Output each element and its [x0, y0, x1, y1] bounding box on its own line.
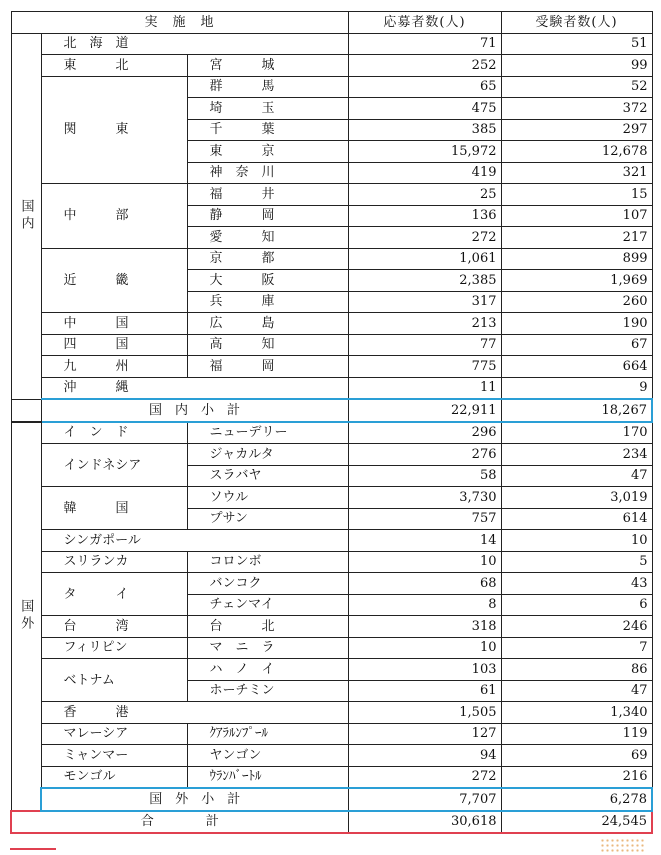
region-cell: 北 海 道: [41, 33, 348, 55]
city-cell: 群 馬: [187, 76, 348, 98]
examinees-cell: 9: [501, 377, 652, 399]
examinees-cell: 86: [501, 659, 652, 681]
examinees-cell: 234: [501, 444, 652, 466]
applicants-cell: 276: [348, 444, 501, 466]
table-row: [11, 616, 652, 638]
grand-total-label: 合 計: [11, 811, 348, 834]
domestic-subtotal-row: [11, 399, 652, 422]
examinees-cell: 297: [501, 119, 652, 141]
region-cell: 沖 縄: [41, 377, 348, 399]
table-row: [11, 551, 652, 573]
applicants-cell: 127: [348, 723, 501, 745]
applicants-cell: 8: [348, 594, 501, 616]
city-cell: 大 阪: [187, 270, 348, 292]
region-cell: 中 部: [41, 184, 187, 249]
domestic-label: 国内: [11, 33, 41, 399]
applicants-cell: 10: [348, 637, 501, 659]
applicants-cell: 77: [348, 334, 501, 356]
examinees-cell: 43: [501, 573, 652, 595]
country-cell: ミャンマー: [41, 745, 187, 767]
table-row: [11, 33, 652, 55]
city-cell: 宮 城: [187, 55, 348, 77]
city-cell: ソウル: [187, 487, 348, 509]
city-cell: 福 井: [187, 184, 348, 206]
country-cell: イ ン ド: [41, 422, 187, 444]
domestic-subtotal-examinees: 18,267: [501, 399, 652, 422]
region-cell: 中 国: [41, 313, 187, 335]
applicants-cell: 1,061: [348, 248, 501, 270]
applicants-cell: 757: [348, 508, 501, 530]
header-row: [11, 12, 652, 34]
applicants-cell: 3,730: [348, 487, 501, 509]
city-cell: 広 島: [187, 313, 348, 335]
examinees-cell: 899: [501, 248, 652, 270]
footer-dot-pattern: [600, 838, 646, 852]
country-cell: 台 湾: [41, 616, 187, 638]
examinees-cell: 69: [501, 745, 652, 767]
table-row: [11, 313, 652, 335]
country-cell: 香 港: [41, 702, 348, 724]
table-row: [11, 702, 652, 724]
header-location: 実 施 地: [11, 12, 348, 34]
examinees-cell: 47: [501, 680, 652, 702]
region-cell: 東 北: [41, 55, 187, 77]
city-cell: 台 北: [187, 616, 348, 638]
table-row: [11, 334, 652, 356]
examinees-cell: 5: [501, 551, 652, 573]
region-cell: 関 東: [41, 76, 187, 184]
city-cell: 福 岡: [187, 356, 348, 378]
header-examinees: 受験者数(人): [501, 12, 652, 34]
examinees-cell: 372: [501, 98, 652, 120]
foreign-subtotal-applicants: 7,707: [348, 788, 501, 811]
city-cell: バンコク: [187, 573, 348, 595]
country-cell: インドネシア: [41, 444, 187, 487]
applicants-cell: 775: [348, 356, 501, 378]
applicants-cell: 213: [348, 313, 501, 335]
table-row: [11, 723, 652, 745]
applicants-cell: 136: [348, 205, 501, 227]
country-cell: マレーシア: [41, 723, 187, 745]
table-row: [11, 745, 652, 767]
examinees-cell: 51: [501, 33, 652, 55]
city-cell: プサン: [187, 508, 348, 530]
examinees-cell: 15: [501, 184, 652, 206]
city-cell: ヤンゴン: [187, 745, 348, 767]
region-cell: 九 州: [41, 356, 187, 378]
examinees-cell: 7: [501, 637, 652, 659]
country-cell: シンガポール: [41, 530, 348, 552]
city-cell: 千 葉: [187, 119, 348, 141]
examinees-cell: 217: [501, 227, 652, 249]
applicants-cell: 296: [348, 422, 501, 444]
country-cell: 韓 国: [41, 487, 187, 530]
examinees-cell: 99: [501, 55, 652, 77]
applicants-cell: 11: [348, 377, 501, 399]
country-cell: タ イ: [41, 573, 187, 616]
examinees-cell: 52: [501, 76, 652, 98]
examinees-cell: 6: [501, 594, 652, 616]
grand-total-examinees: 24,545: [501, 811, 652, 834]
applicants-cell: 25: [348, 184, 501, 206]
examinees-cell: 321: [501, 162, 652, 184]
applicants-cell: 58: [348, 465, 501, 487]
examinees-cell: 664: [501, 356, 652, 378]
table-row: [11, 637, 652, 659]
examinees-cell: 12,678: [501, 141, 652, 163]
examinees-cell: 107: [501, 205, 652, 227]
applicants-cell: 68: [348, 573, 501, 595]
applicants-cell: 61: [348, 680, 501, 702]
city-cell: 京 都: [187, 248, 348, 270]
examinees-cell: 1,340: [501, 702, 652, 724]
city-cell: スラバヤ: [187, 465, 348, 487]
table-row: [11, 55, 652, 77]
city-cell: 愛 知: [187, 227, 348, 249]
examinees-cell: 170: [501, 422, 652, 444]
grand-total-applicants: 30,618: [348, 811, 501, 834]
city-cell: 東 京: [187, 141, 348, 163]
examinees-cell: 246: [501, 616, 652, 638]
applicants-cell: 14: [348, 530, 501, 552]
city-cell: ｸｱﾗﾙﾝﾌﾟｰﾙ: [187, 723, 348, 745]
examinees-cell: 190: [501, 313, 652, 335]
country-cell: ベトナム: [41, 659, 187, 702]
applicants-cell: 385: [348, 119, 501, 141]
applicants-cell: 475: [348, 98, 501, 120]
examinees-cell: 260: [501, 291, 652, 313]
domestic-subtotal-label: 国 内 小 計: [41, 399, 348, 422]
country-cell: フィリピン: [41, 637, 187, 659]
country-cell: モンゴル: [41, 766, 187, 788]
city-cell: 埼 玉: [187, 98, 348, 120]
foreign-subtotal-examinees: 6,278: [501, 788, 652, 811]
applicants-cell: 94: [348, 745, 501, 767]
foreign-label: 国外: [11, 422, 41, 811]
examinees-cell: 3,019: [501, 487, 652, 509]
table-row: [11, 659, 652, 681]
applicants-cell: 103: [348, 659, 501, 681]
applicants-cell: 317: [348, 291, 501, 313]
region-cell: 四 国: [41, 334, 187, 356]
applicants-cell: 71: [348, 33, 501, 55]
domestic-subtotal-applicants: 22,911: [348, 399, 501, 422]
examinees-cell: 119: [501, 723, 652, 745]
city-cell: 静 岡: [187, 205, 348, 227]
exam-results-table: [10, 11, 653, 834]
city-cell: ニューデリー: [187, 422, 348, 444]
table-row: [11, 184, 652, 206]
city-cell: ハ ノ イ: [187, 659, 348, 681]
country-cell: スリランカ: [41, 551, 187, 573]
applicants-cell: 419: [348, 162, 501, 184]
footer-accent-line: [10, 848, 56, 850]
city-cell: マ ニ ラ: [187, 637, 348, 659]
examinees-cell: 67: [501, 334, 652, 356]
table-row: [11, 487, 652, 509]
examinees-cell: 1,969: [501, 270, 652, 292]
city-cell: ジャカルタ: [187, 444, 348, 466]
city-cell: ｳﾗﾝﾊﾞｰﾄﾙ: [187, 766, 348, 788]
applicants-cell: 2,385: [348, 270, 501, 292]
domestic-label-tail: [11, 399, 41, 422]
table-row: [11, 356, 652, 378]
foreign-subtotal-label: 国 外 小 計: [41, 788, 348, 811]
foreign-subtotal-row: [11, 788, 652, 811]
table-row: [11, 377, 652, 399]
examinees-cell: 10: [501, 530, 652, 552]
table-row: [11, 530, 652, 552]
examinees-cell: 614: [501, 508, 652, 530]
table-row: [11, 444, 652, 466]
table-row: [11, 76, 652, 98]
region-cell: 近 畿: [41, 248, 187, 313]
table-row: [11, 248, 652, 270]
city-cell: 高 知: [187, 334, 348, 356]
applicants-cell: 252: [348, 55, 501, 77]
city-cell: コロンボ: [187, 551, 348, 573]
examinees-cell: 47: [501, 465, 652, 487]
city-cell: ホーチミン: [187, 680, 348, 702]
applicants-cell: 65: [348, 76, 501, 98]
table-row: [11, 766, 652, 788]
applicants-cell: 1,505: [348, 702, 501, 724]
applicants-cell: 10: [348, 551, 501, 573]
table-row: [11, 573, 652, 595]
applicants-cell: 272: [348, 766, 501, 788]
applicants-cell: 318: [348, 616, 501, 638]
examinees-cell: 216: [501, 766, 652, 788]
grand-total-row: [11, 811, 652, 834]
table-row: [11, 422, 652, 444]
city-cell: 兵 庫: [187, 291, 348, 313]
city-cell: チェンマイ: [187, 594, 348, 616]
applicants-cell: 272: [348, 227, 501, 249]
city-cell: 神 奈 川: [187, 162, 348, 184]
header-applicants: 応募者数(人): [348, 12, 501, 34]
applicants-cell: 15,972: [348, 141, 501, 163]
